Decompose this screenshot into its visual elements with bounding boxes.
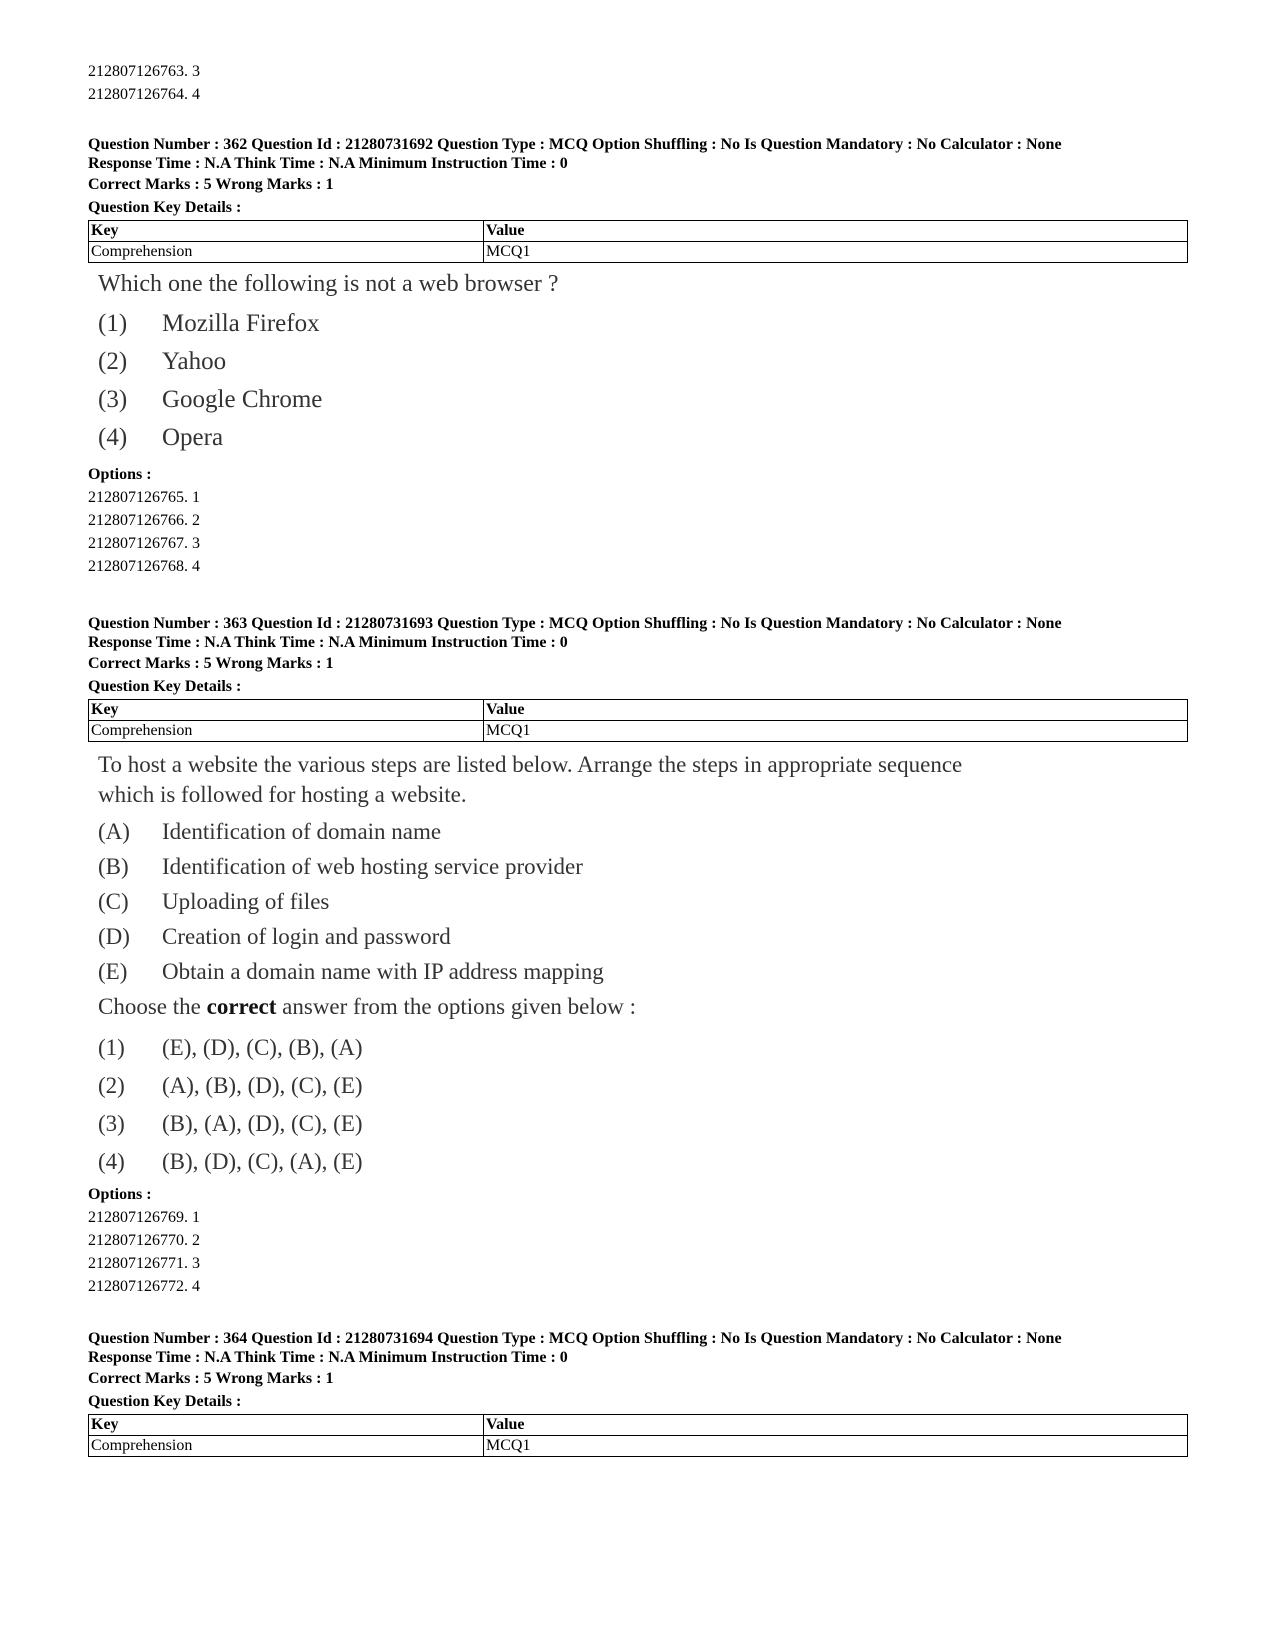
key-details-label: Question Key Details : <box>88 1393 242 1410</box>
value-cell: MCQ1 <box>484 242 1188 263</box>
choice: (4) (B), (D), (C), (A), (E) <box>98 1149 363 1174</box>
option-id: 212807126772. 4 <box>88 1278 200 1295</box>
question-362 <box>88 135 1188 578</box>
step: (E) Obtain a domain name with IP address mapping <box>98 959 604 984</box>
value-cell: MCQ1 <box>484 1436 1188 1457</box>
key-details-label: Question Key Details : <box>88 199 242 216</box>
key-details-table <box>88 699 1188 742</box>
key-cell: Comprehension <box>89 1436 484 1457</box>
question-363 <box>88 614 1188 1298</box>
choice: (3) (B), (A), (D), (C), (E) <box>98 1111 363 1136</box>
option-id: 212807126765. 1 <box>88 489 200 506</box>
question-timing: Response Time : N.A Think Time : N.A Minimum Instruction Time : 0 <box>88 634 568 651</box>
option-id: 212807126771. 3 <box>88 1255 200 1272</box>
options-label: Options : <box>88 1186 152 1203</box>
key-header: Key <box>89 1415 484 1436</box>
key-header: Key <box>89 700 484 721</box>
choice: (2) Yahoo <box>98 348 227 375</box>
question-meta: Question Number : 364 Question Id : 21280731694 Question Type : MCQ Option Shuffling : No Is Question Mandatory : No Calculator : None <box>88 1330 1062 1347</box>
option-id: 212807126763. 3 <box>88 63 200 80</box>
question-marks: Correct Marks : 5 Wrong Marks : 1 <box>88 1370 334 1387</box>
choice: (4) Opera <box>98 424 224 451</box>
options-label: Options : <box>88 466 152 483</box>
question-stem-line: which is followed for hosting a website. <box>98 782 467 807</box>
question-364 <box>88 1329 1188 1457</box>
choose-instruction: Choose the correct answer from the options given below : <box>98 994 637 1019</box>
step: (B) Identification of web hosting service provider <box>98 854 583 879</box>
question-marks: Correct Marks : 5 Wrong Marks : 1 <box>88 655 334 672</box>
key-header: Key <box>89 221 484 242</box>
question-stem: Which one the following is not a web browser ? <box>98 271 559 297</box>
choice: (1) Mozilla Firefox <box>98 310 320 337</box>
question-timing: Response Time : N.A Think Time : N.A Minimum Instruction Time : 0 <box>88 155 568 172</box>
step: (C) Uploading of files <box>98 889 330 914</box>
question-meta: Question Number : 363 Question Id : 21280731693 Question Type : MCQ Option Shuffling : No Is Question Mandatory : No Calculator : None <box>88 615 1062 632</box>
key-details-table <box>88 220 1188 263</box>
key-details-table <box>88 1414 1188 1457</box>
key-details-label: Question Key Details : <box>88 678 242 695</box>
question-stem-line: To host a website the various steps are listed below. Arrange the steps in appropriate sequence <box>98 752 963 777</box>
option-id: 212807126770. 2 <box>88 1232 200 1249</box>
choice: (2) (A), (B), (D), (C), (E) <box>98 1073 363 1098</box>
question-timing: Response Time : N.A Think Time : N.A Minimum Instruction Time : 0 <box>88 1349 568 1366</box>
option-id: 212807126769. 1 <box>88 1209 200 1226</box>
question-meta: Question Number : 362 Question Id : 21280731692 Question Type : MCQ Option Shuffling : No Is Question Mandatory : No Calculator : None <box>88 136 1062 153</box>
step: (D) Creation of login and password <box>98 924 451 949</box>
option-id: 212807126766. 2 <box>88 512 200 529</box>
choice: (1) (E), (D), (C), (B), (A) <box>98 1035 363 1060</box>
key-cell: Comprehension <box>89 242 484 263</box>
key-cell: Comprehension <box>89 721 484 742</box>
value-header: Value <box>484 700 1188 721</box>
choice: (3) Google Chrome <box>98 386 323 413</box>
value-cell: MCQ1 <box>484 721 1188 742</box>
step: (A) Identification of domain name <box>98 819 442 844</box>
question-marks: Correct Marks : 5 Wrong Marks : 1 <box>88 176 334 193</box>
option-id: 212807126764. 4 <box>88 86 200 103</box>
value-header: Value <box>484 1415 1188 1436</box>
question-text <box>88 269 1188 457</box>
value-header: Value <box>484 221 1188 242</box>
question-text <box>88 750 1188 1181</box>
option-id: 212807126768. 4 <box>88 558 200 575</box>
option-id: 212807126767. 3 <box>88 535 200 552</box>
top-options <box>88 60 1188 106</box>
